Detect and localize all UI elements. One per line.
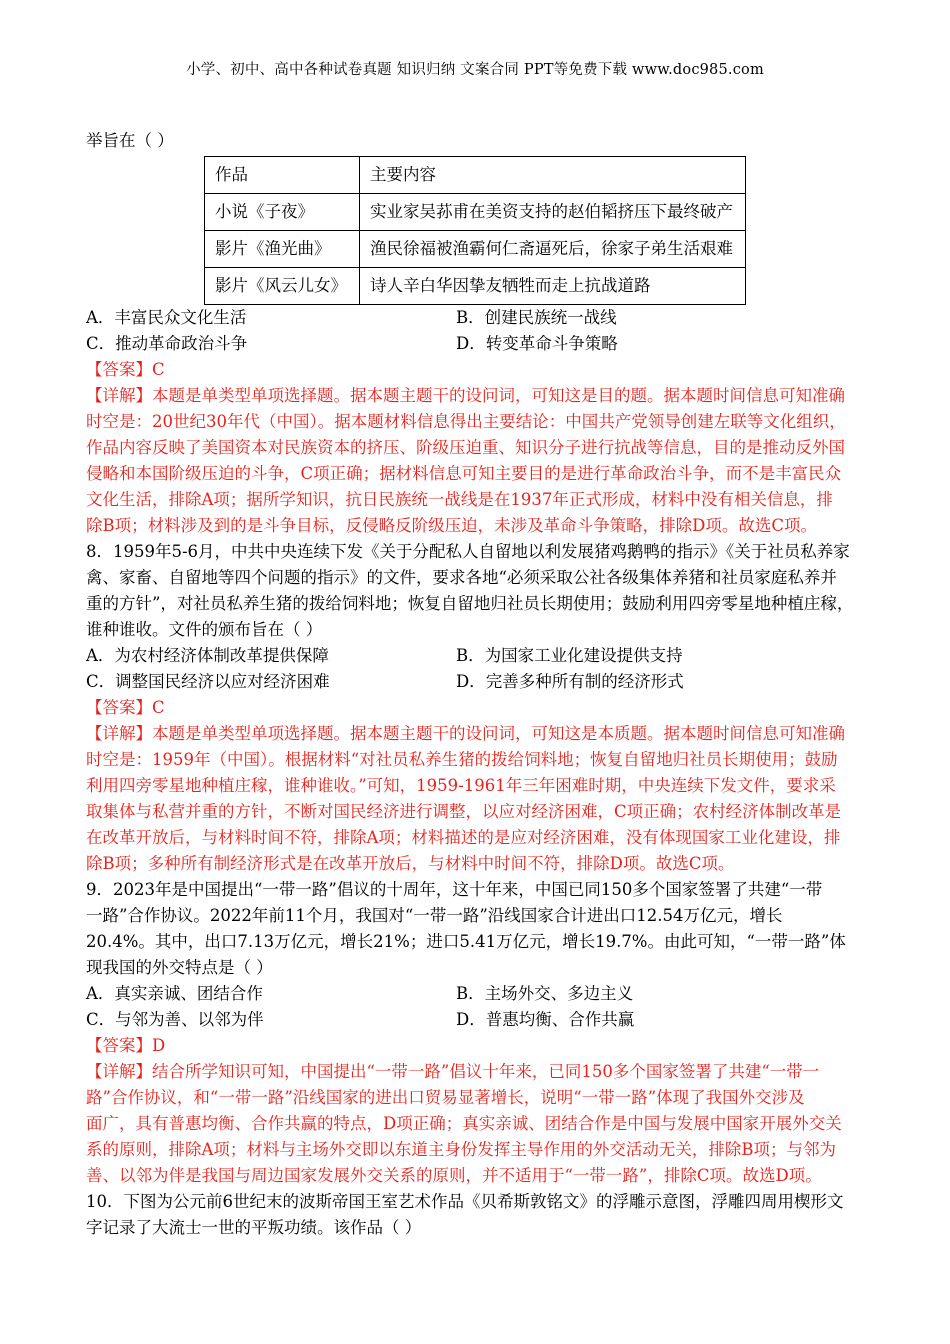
explanation-line: 路”合作协议，和“一带一路”沿线国家的进出口贸易显著增长，说明“一带一路”体现了我国外交涉及	[86, 1088, 805, 1107]
q10-stem-line: 10．下图为公元前6世纪末的波斯帝国王室艺术作品《贝希斯敦铭文》的浮雕示意图，浮雕四周用楔形文	[86, 1192, 844, 1211]
option-a: A．丰富民众文化生活	[86, 308, 247, 327]
q9-answer: 【答案】D	[86, 1036, 166, 1055]
table-cell: 影片《风云儿女》	[205, 268, 360, 305]
q8-explanation	[86, 721, 866, 877]
option-c: C．推动革命政治斗争	[86, 334, 248, 353]
table-row	[205, 194, 746, 231]
question-9	[86, 877, 866, 1189]
question-10	[86, 1189, 866, 1241]
page-header: 小学、初中、高中各种试卷真题 知识归纳 文案合同 PPT等免费下载 www.doc985.com	[186, 62, 764, 78]
table-cell: 小说《子夜》	[205, 194, 360, 231]
explanation-line: 【详解】结合所学知识可知，中国提出“一带一路”倡议十年来，已同150多个国家签署了共建“一带一	[86, 1062, 820, 1081]
explanation-line: 侵略和本国阶级压迫的斗争，C项正确；据材料信息可知主要目的是进行革命政治斗争，而不是丰富民众	[86, 464, 842, 483]
table-row	[205, 231, 746, 268]
q7-options	[86, 305, 866, 357]
explanation-line: 作品内容反映了美国资本对民族资本的挤压、阶级压迫重、知识分子进行抗战等信息，目的是推动反外国	[86, 438, 845, 457]
explanation-line: 除B项；材料涉及到的是斗争目标，反侵略反阶级压迫，未涉及革命斗争策略，排除D项。故选C项。	[86, 516, 817, 535]
explanation-line: 善、以邻为伴是我国与周边国家发展外交关系的原则，并不适用于“一带一路”，排除C项。故选D项。	[86, 1166, 822, 1185]
option-a: A．为农村经济体制改革提供保障	[86, 646, 329, 665]
explanation-line: 面广，具有普惠均衡、合作共赢的特点，D项正确；真实亲诚、团结合作是中国与发展中国家开展外交关	[86, 1114, 842, 1133]
document-body	[86, 128, 866, 1241]
q9-stem-line: 9．2023年是中国提出“一带一路”倡议的十周年，这十年来，中国已同150多个国家签署了共建“一带	[86, 880, 823, 899]
q10-stem-line: 字记录了大流士一世的平叛功绩。该作品（ ）	[86, 1218, 422, 1237]
q7-explanation	[86, 383, 866, 539]
table-header-cell: 主要内容	[360, 157, 746, 194]
explanation-line: 在改革开放后，与材料时间不符，排除A项；材料描述的是应对经济困难，没有体现国家工业化建设，排	[86, 828, 841, 847]
q9-stem-line: 20.4%。其中，出口7.13万亿元，增长21%；进口5.41万亿元，增长19.7%。由此可知，“一带一路”体	[86, 932, 846, 951]
question-7	[86, 128, 866, 539]
option-d: D．完善多种所有制的经济形式	[456, 672, 684, 691]
option-b: B．创建民族统一战线	[456, 308, 617, 327]
q9-options	[86, 981, 866, 1033]
q7-stem-tail: 举旨在（ ）	[86, 131, 174, 150]
table-cell: 影片《渔光曲》	[205, 231, 360, 268]
table-cell: 渔民徐福被渔霸何仁斋逼死后，徐家子弟生活艰难	[360, 231, 746, 268]
question-8	[86, 539, 866, 877]
option-d: D．普惠均衡、合作共赢	[456, 1010, 635, 1029]
option-a: A．真实亲诚、团结合作	[86, 984, 263, 1003]
q9-explanation	[86, 1059, 866, 1189]
option-c: C．调整国民经济以应对经济困难	[86, 672, 330, 691]
q8-options	[86, 643, 866, 695]
table-cell: 诗人辛白华因挚友牺牲而走上抗战道路	[360, 268, 746, 305]
q8-stem-line: 禽、家畜、自留地等四个问题的指示》的文件，要求各地“必须采取公社各级集体养猪和社员家庭私养并	[86, 568, 837, 587]
q9-stem-line: 一路”合作协议。2022年前11个月，我国对“一带一路”沿线国家合计进出口12.54万亿元，增长	[86, 906, 783, 925]
explanation-line: 【详解】本题是单类型单项选择题。据本题主题干的设问词，可知这是目的题。据本题时间信息可知准确	[86, 386, 845, 405]
option-b: B．为国家工业化建设提供支持	[456, 646, 683, 665]
table-header-cell: 作品	[205, 157, 360, 194]
option-d: D．转变革命斗争策略	[456, 334, 618, 353]
explanation-line: 文化生活，排除A项；据所学知识，抗日民族统一战线是在1937年正式形成，材料中没有相关信息，排	[86, 490, 833, 509]
q8-stem-line: 重的方针”，对社员私养生猪的拨给饲料地；恢复自留地归社员长期使用；鼓励利用四旁零星地种植庄稼，	[86, 594, 854, 613]
q7-table	[204, 156, 746, 305]
q7-answer: 【答案】C	[86, 360, 165, 379]
table-header-row	[205, 157, 746, 194]
explanation-line: 除B项；多种所有制经济形式是在改革开放后，与材料中时间不符，排除D项。故选C项。	[86, 854, 735, 873]
explanation-line: 【详解】本题是单类型单项选择题。据本题主题干的设问词，可知这是本质题。据本题时间信息可知准确	[86, 724, 845, 743]
q8-stem-line: 8．1959年5-6月，中共中央连续下发《关于分配私人自留地以利发展猪鸡鹅鸭的指示》《关于社员私养家	[86, 542, 850, 561]
explanation-line: 取集体与私营并重的方针，不断对国民经济进行调整，以应对经济困难，C项正确；农村经济体制改革是	[86, 802, 842, 821]
table-row	[205, 268, 746, 305]
q8-stem-line: 谁种谁收。文件的颁布旨在（ ）	[86, 620, 323, 639]
explanation-line: 利用四旁零星地种植庄稼，谁种谁收。”可知，1959-1961年三年困难时期，中央连续下发文件，要求采	[86, 776, 836, 795]
table-cell: 实业家吴荪甫在美资支持的赵伯韬挤压下最终破产	[360, 194, 746, 231]
explanation-line: 时空是：20世纪30年代（中国）。据本题材料信息得出主要结论：中国共产党领导创建左联等文化组织，	[86, 412, 846, 431]
explanation-line: 时空是：1959年（中国）。根据材料“对社员私养生猪的拨给饲料地；恢复自留地归社员长期使用；鼓励	[86, 750, 838, 769]
q9-stem-line: 现我国的外交特点是（ ）	[86, 958, 273, 977]
option-b: B．主场外交、多边主义	[456, 984, 634, 1003]
option-c: C．与邻为善、以邻为伴	[86, 1010, 264, 1029]
explanation-line: 系的原则，排除A项；材料与主场外交即以东道主身份发挥主导作用的外交活动无关，排除B项；与邻为	[86, 1140, 837, 1159]
q8-answer: 【答案】C	[86, 698, 165, 717]
